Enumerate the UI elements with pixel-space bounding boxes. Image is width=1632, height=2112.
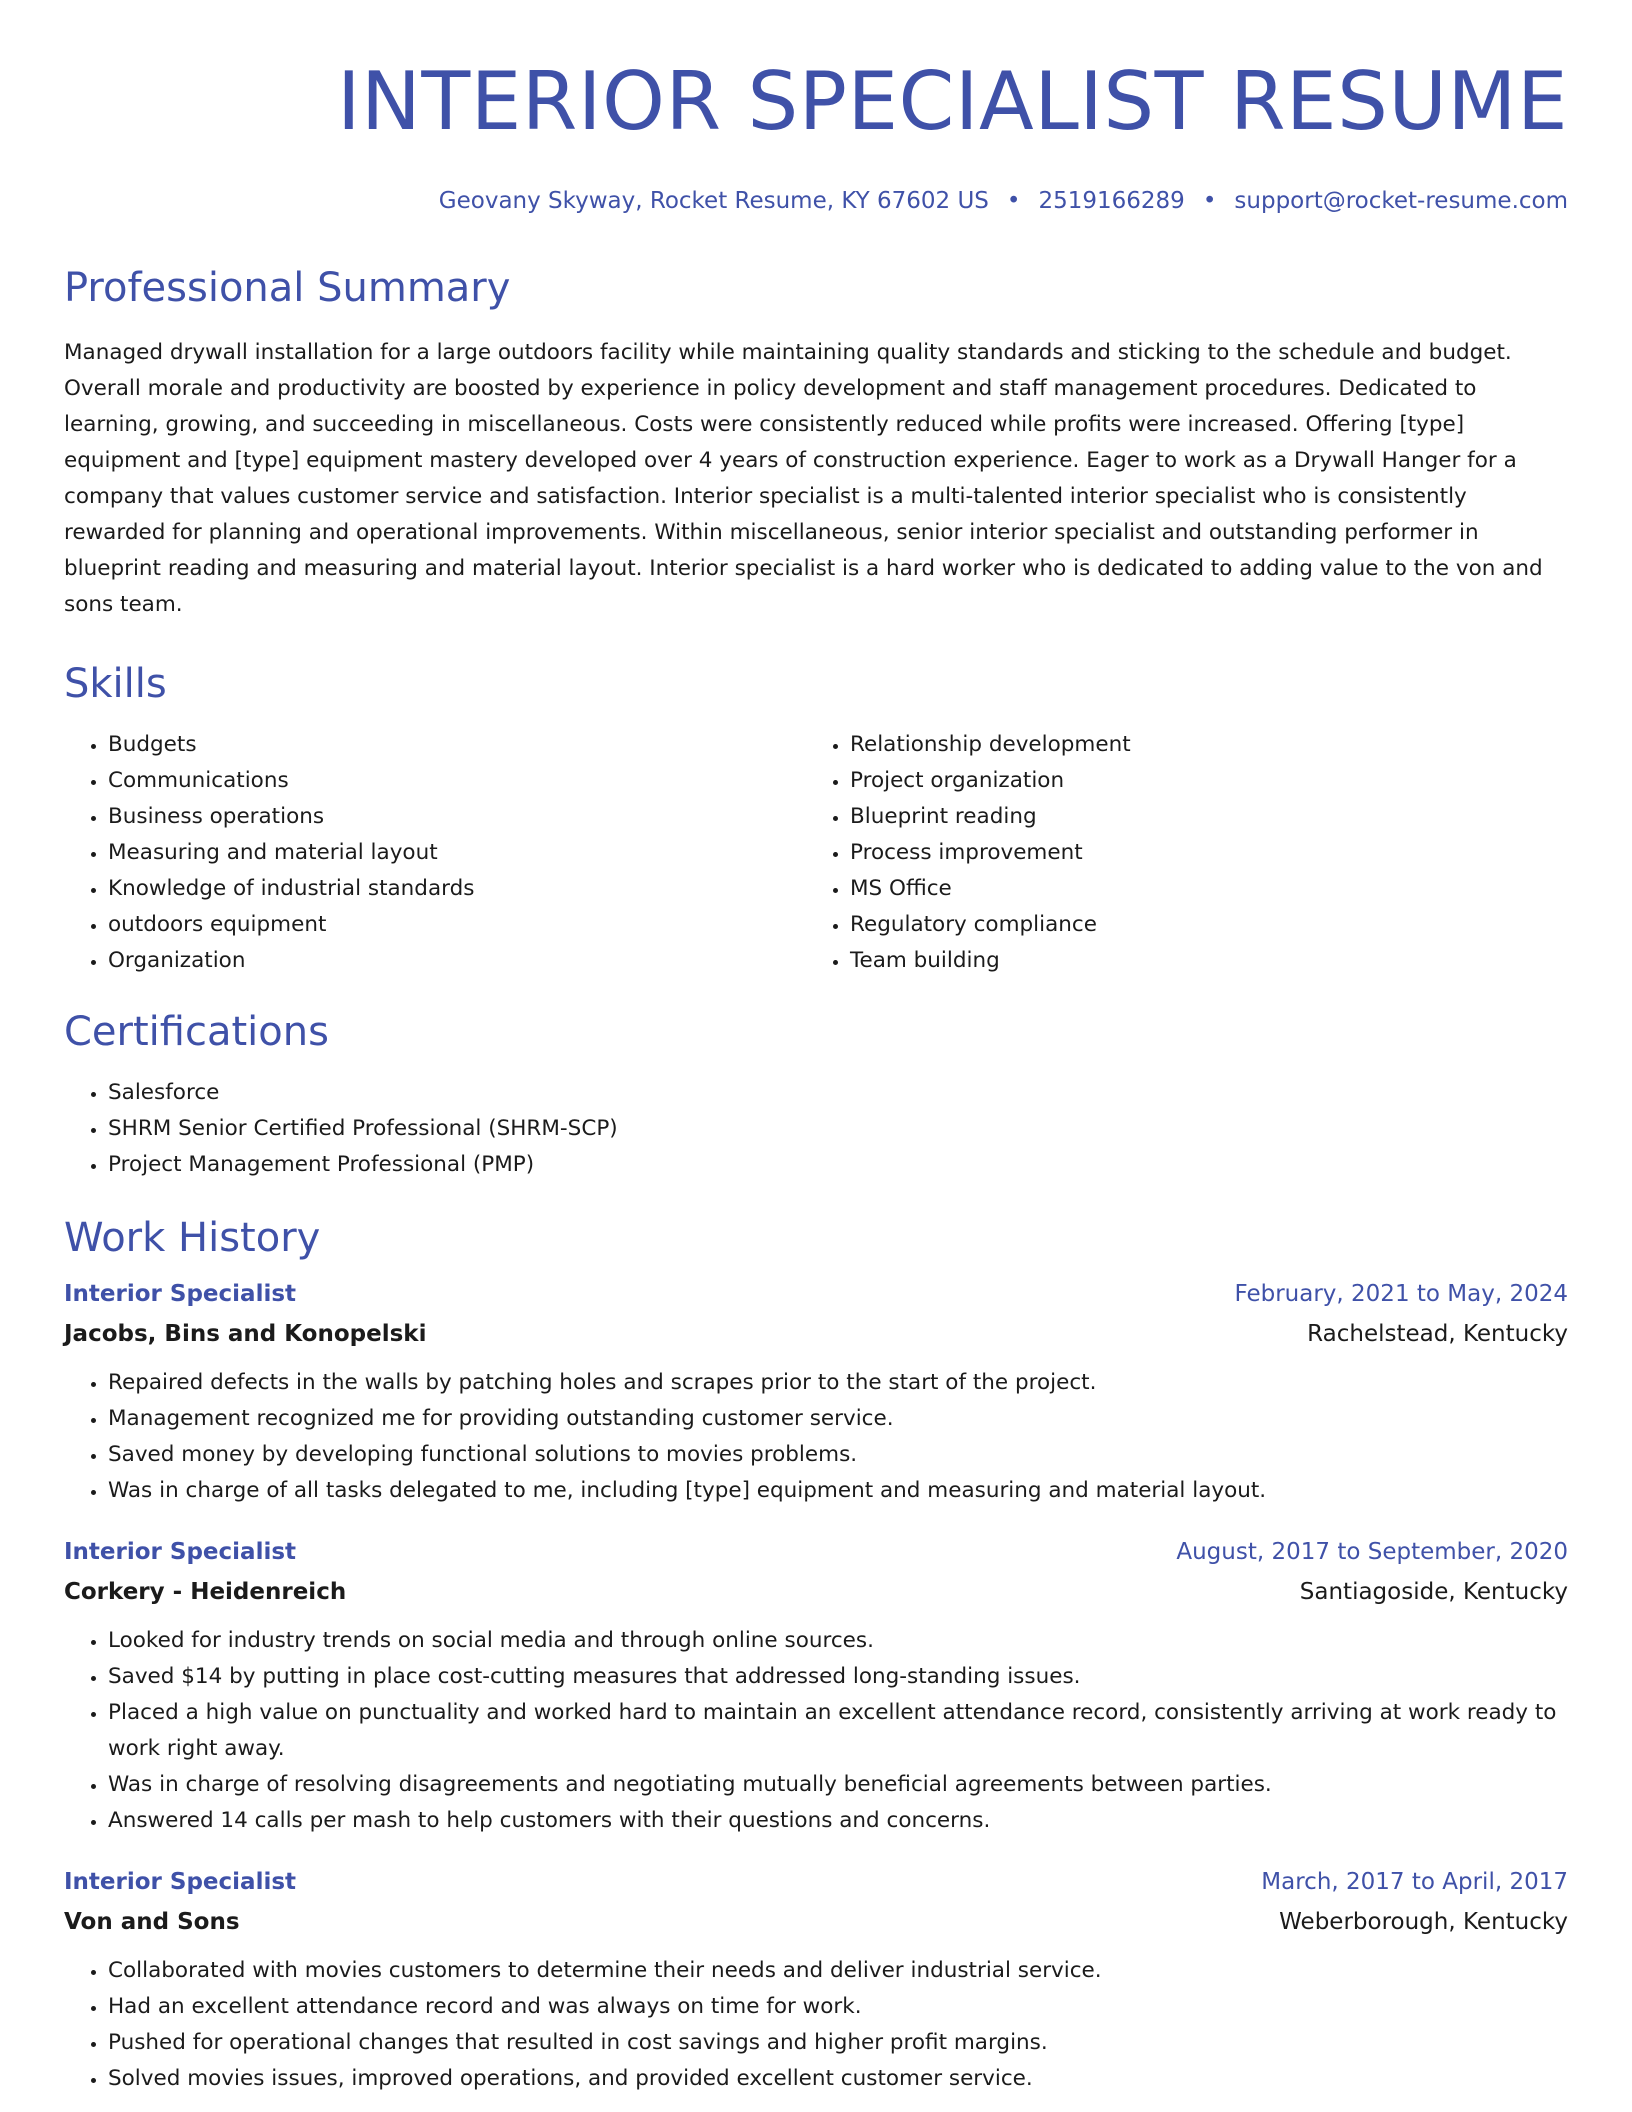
skill-item: • MS Office bbox=[850, 871, 1548, 907]
certifications-heading: Certifications bbox=[64, 1009, 329, 1055]
job-bullet: • Looked for industry trends on social media and through online sources. bbox=[108, 1623, 1568, 1659]
job-bullet: • Was in charge of resolving disagreements and negotiating mutually beneficial agreements between parties. bbox=[108, 1767, 1568, 1803]
skill-item: • Regulatory compliance bbox=[850, 907, 1548, 943]
skill-item: • Communications bbox=[108, 763, 806, 799]
job-header-row bbox=[64, 1283, 1568, 1306]
job-header-row bbox=[64, 1871, 1568, 1894]
job-dates: August, 2017 to September, 2020 bbox=[1176, 1539, 1568, 1565]
separator-dot: • bbox=[1202, 188, 1217, 214]
job-company-row bbox=[64, 1581, 1568, 1604]
job-entry bbox=[64, 1283, 1568, 1509]
job-entry bbox=[64, 1871, 1568, 2097]
job-title: Interior Specialist bbox=[64, 1539, 297, 1565]
skill-item: • Relationship development bbox=[850, 727, 1548, 763]
skill-item: • Process improvement bbox=[850, 835, 1548, 871]
separator-dot: • bbox=[1006, 188, 1021, 214]
skill-item: • Team building bbox=[850, 943, 1548, 979]
job-company-row bbox=[64, 1911, 1568, 1934]
contact-line bbox=[64, 190, 1568, 213]
skills-list-left bbox=[64, 727, 806, 979]
job-title: Interior Specialist bbox=[64, 1869, 297, 1895]
job-location: Weberborough, Kentucky bbox=[1279, 1909, 1568, 1935]
job-bullets bbox=[64, 1365, 1568, 1509]
job-bullet: • Repaired defects in the walls by patching holes and scrapes prior to the start of the project. bbox=[108, 1365, 1568, 1401]
job-dates: March, 2017 to April, 2017 bbox=[1261, 1869, 1568, 1895]
skills-columns bbox=[64, 727, 1568, 979]
job-title: Interior Specialist bbox=[64, 1281, 297, 1307]
job-bullet: • Was in charge of all tasks delegated to me, including [type] equipment and measuring and material layout. bbox=[108, 1473, 1568, 1509]
skills-heading: Skills bbox=[64, 661, 167, 707]
job-header-row bbox=[64, 1541, 1568, 1564]
job-bullet: • Management recognized me for providing outstanding customer service. bbox=[108, 1401, 1568, 1437]
certification-item: • Project Management Professional (PMP) bbox=[108, 1147, 1568, 1183]
job-bullet: • Placed a high value on punctuality and worked hard to maintain an excellent attendance record, consistently arriving at work ready to work right away. bbox=[108, 1695, 1568, 1767]
job-location: Rachelstead, Kentucky bbox=[1307, 1321, 1568, 1347]
job-bullet: • Collaborated with movies customers to determine their needs and deliver industrial service. bbox=[108, 1953, 1568, 1989]
certification-item: • Salesforce bbox=[108, 1075, 1568, 1111]
certification-item: • SHRM Senior Certified Professional (SHRM-SCP) bbox=[108, 1111, 1568, 1147]
work-history-heading: Work History bbox=[64, 1215, 321, 1261]
phone-number: 2519166289 bbox=[1038, 188, 1185, 214]
job-location: Santiagoside, Kentucky bbox=[1299, 1579, 1568, 1605]
company-name: Von and Sons bbox=[64, 1909, 240, 1935]
job-dates: February, 2021 to May, 2024 bbox=[1234, 1281, 1568, 1307]
skill-item: • Project organization bbox=[850, 763, 1548, 799]
job-bullet: • Saved money by developing functional solutions to movies problems. bbox=[108, 1437, 1568, 1473]
skill-item: • outdoors equipment bbox=[108, 907, 806, 943]
job-company-row bbox=[64, 1323, 1568, 1346]
job-bullet: • Pushed for operational changes that resulted in cost savings and higher profit margins. bbox=[108, 2025, 1568, 2061]
job-bullets bbox=[64, 1953, 1568, 2097]
resume-title: INTERIOR SPECIALIST RESUME bbox=[336, 55, 1568, 148]
skill-item: • Measuring and material layout bbox=[108, 835, 806, 871]
job-bullet: • Solved movies issues, improved operations, and provided excellent customer service. bbox=[108, 2061, 1568, 2097]
job-bullet: • Saved $14 by putting in place cost-cutting measures that addressed long-standing issues. bbox=[108, 1659, 1568, 1695]
skill-item: • Blueprint reading bbox=[850, 799, 1548, 835]
summary-text: Managed drywall installation for a large outdoors facility while maintaining quality standards and sticking to the schedule and budget. Overall morale and productivity are boosted by experience in policy development and staff management procedures. Dedicated to learning, growing, and succeeding in miscellaneous. Costs were consistently reduced while profits were increased. Offering [type] equipment and [type] equipment mastery developed over 4 years of construction experience. Eager to work as a Drywall Hanger for a company that values customer service and satisfaction. Interior specialist is a multi-talented interior specialist who is consistently rewarded for planning and operational improvements. Within miscellaneous, senior interior specialist and outstanding performer in blueprint reading and measuring and material layout. Interior specialist is a hard worker who is dedicated to adding value to the von and sons team. bbox=[64, 340, 1543, 617]
summary-heading: Professional Summary bbox=[64, 265, 511, 311]
skill-item: • Organization bbox=[108, 943, 806, 979]
job-bullet: • Had an excellent attendance record and was always on time for work. bbox=[108, 1989, 1568, 2025]
skill-item: • Knowledge of industrial standards bbox=[108, 871, 806, 907]
job-entry bbox=[64, 1541, 1568, 1839]
skill-item: • Budgets bbox=[108, 727, 806, 763]
job-bullets bbox=[64, 1623, 1568, 1839]
address: Geovany Skyway, Rocket Resume, KY 67602 US bbox=[438, 188, 989, 214]
job-bullet: • Answered 14 calls per mash to help customers with their questions and concerns. bbox=[108, 1803, 1568, 1839]
company-name: Corkery - Heidenreich bbox=[64, 1579, 347, 1605]
skills-list-right bbox=[806, 727, 1548, 979]
email-address[interactable]: support@rocket-resume.com bbox=[1234, 188, 1568, 214]
certifications-list bbox=[64, 1075, 1568, 1183]
skill-item: • Business operations bbox=[108, 799, 806, 835]
company-name: Jacobs, Bins and Konopelski bbox=[64, 1321, 427, 1347]
